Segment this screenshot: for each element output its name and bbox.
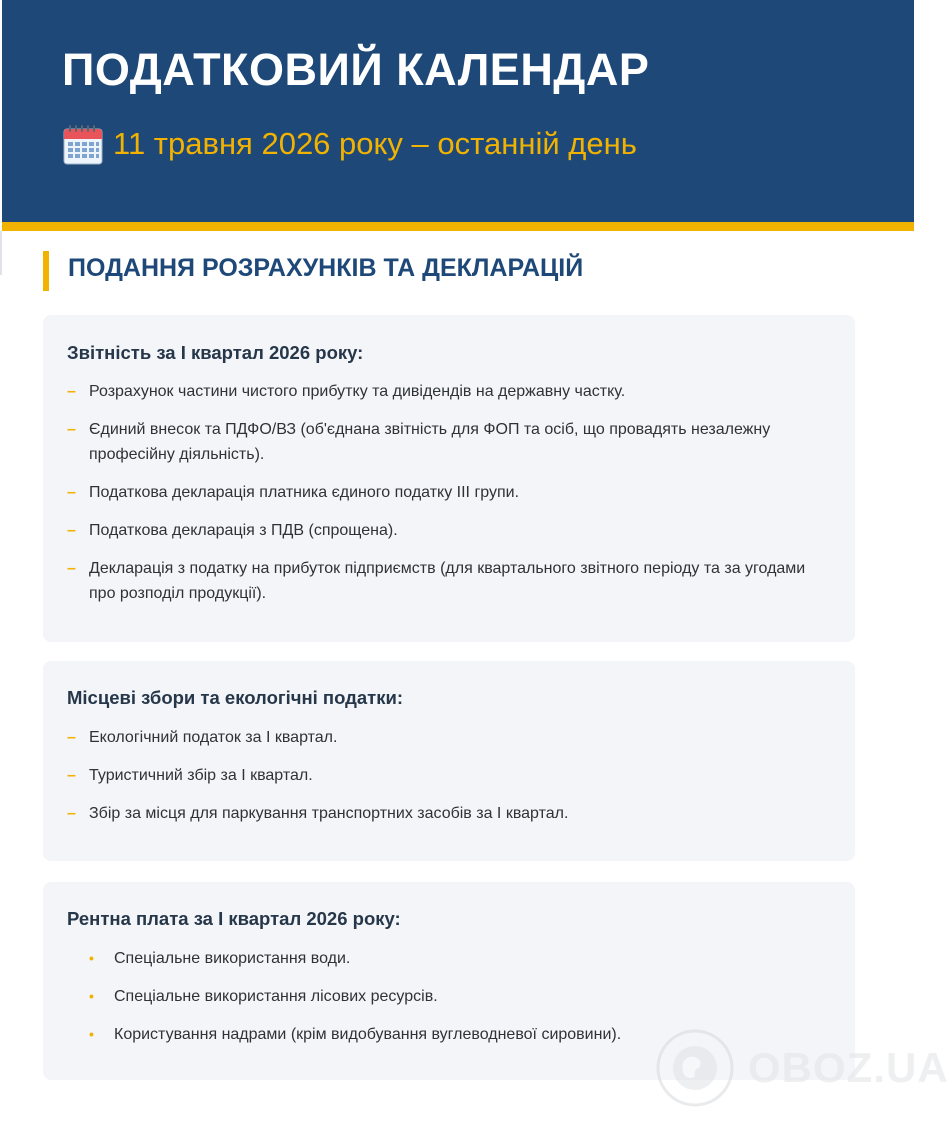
list-item: – Податкова декларація платника єдиного податку III групи. [67, 480, 825, 505]
list-item: – Податкова декларація з ПДВ (спрощена). [67, 518, 825, 543]
card-title: Місцеві збори та екологічні податки: [67, 687, 404, 708]
section-accent-bar [43, 251, 49, 291]
header-accent-stripe [2, 222, 914, 231]
card-title: Рентна плата за I квартал 2026 року: [67, 908, 401, 929]
list-item: • Користування надрами (крім видобування вуглеводневої сировини). [67, 1022, 825, 1047]
section-title: ПОДАННЯ РОЗРАХУНКІВ ТА ДЕКЛАРАЦІЙ [68, 254, 584, 282]
card-list [67, 379, 825, 606]
local-fees-card [43, 661, 855, 861]
page-title: ПОДАТКОВИЙ КАЛЕНДАР [62, 44, 650, 95]
card-title: Звітність за I квартал 2026 року: [67, 342, 364, 363]
dash-marker: – [67, 729, 76, 746]
oboz-watermark [655, 1028, 949, 1108]
list-item: – Екологічний податок за I квартал. [67, 725, 825, 750]
left-edge-line [0, 231, 2, 275]
header-banner [2, 0, 914, 222]
dash-marker: – [67, 805, 76, 822]
dash-marker: – [67, 522, 76, 539]
list-item: • Спеціальне використання лісових ресурсів. [67, 984, 825, 1009]
deadline-subtitle [63, 122, 637, 166]
globe-icon [655, 1028, 735, 1108]
reporting-card [43, 315, 855, 642]
bullet-marker: • [89, 1026, 94, 1042]
list-item: – Декларація з податку на прибуток підприємств (для квартального звітного періоду та за угодами про розподіл продукції). [67, 556, 825, 606]
card-list [67, 725, 825, 826]
list-item: – Туристичний збір за I квартал. [67, 763, 825, 788]
dash-marker: – [67, 484, 76, 501]
dash-marker: – [67, 560, 76, 577]
list-item: – Єдиний внесок та ПДФО/ВЗ (об'єднана звітність для ФОП та осіб, що провадять незалежну професійну діяльність). [67, 417, 825, 467]
watermark-text: OBOZ.UA [748, 1044, 949, 1091]
calendar-icon [63, 123, 103, 165]
list-item: • Спеціальне використання води. [67, 946, 825, 971]
list-item: – Розрахунок частини чистого прибутку та дивідендів на державну частку. [67, 379, 825, 404]
bullet-marker: • [89, 950, 94, 966]
dash-marker: – [67, 383, 76, 400]
dash-marker: – [67, 767, 76, 784]
list-item: – Збір за місця для паркування транспортних засобів за I квартал. [67, 801, 825, 826]
bullet-marker: • [89, 988, 94, 1004]
dash-marker: – [67, 421, 76, 438]
deadline-text: 11 травня 2026 року – останній день [113, 126, 637, 161]
